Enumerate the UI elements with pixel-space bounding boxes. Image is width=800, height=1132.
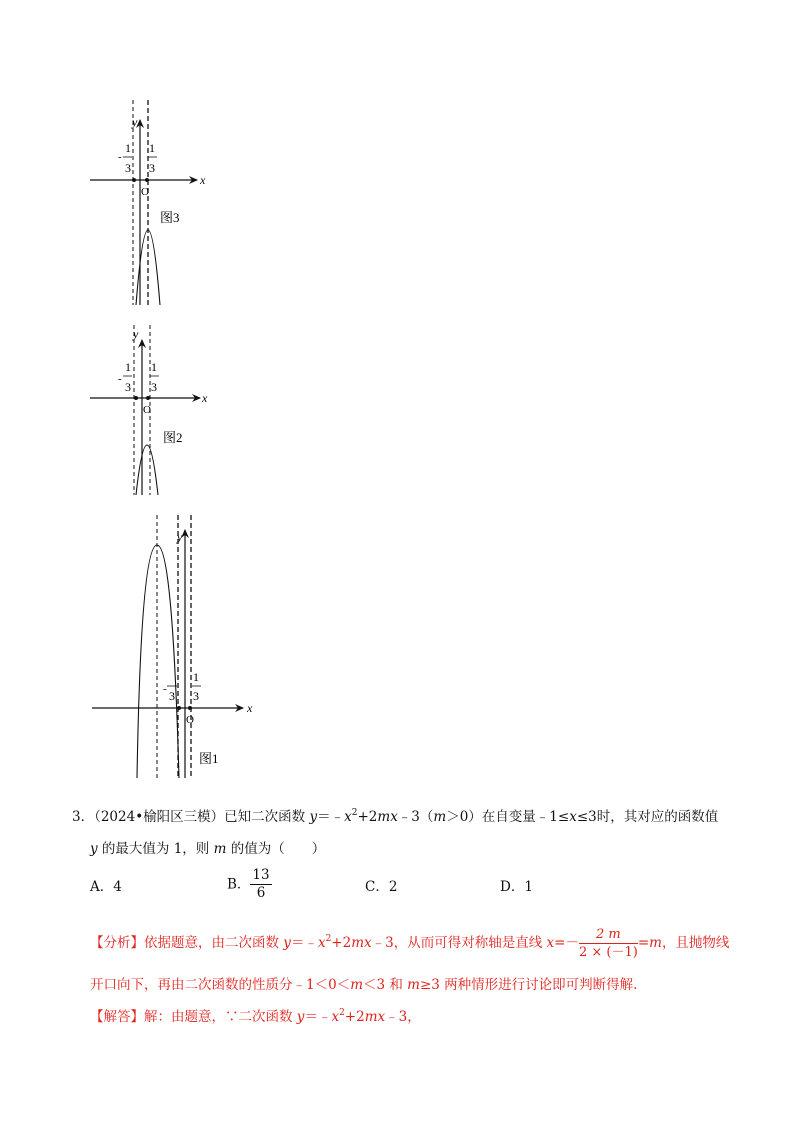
axis-y-label: y (177, 530, 183, 544)
analysis-line-2: 开口向下，再由二次函数的性质分﹣1＜0＜m＜3 和 m≥3 两种情形进行讨论即可判断得解. (90, 977, 638, 993)
axis-y-label: y (133, 327, 139, 341)
axis-x-label: x (202, 391, 208, 405)
tick-left-sign: - (118, 373, 122, 385)
parabola (137, 545, 179, 778)
figure-caption: 图1 (199, 751, 219, 766)
question-line-2: y 的最大值为 1，则 m 的值为（ ） (90, 841, 326, 857)
axis-x-label: x (200, 173, 206, 187)
tick-right-num: 1 (193, 670, 199, 684)
tick-right-den: 3 (151, 380, 157, 394)
solution-tag: 【解答】 (90, 1009, 144, 1025)
tick-left-den: 3 (169, 689, 175, 703)
figure-1-graph (92, 515, 253, 778)
figure-caption: 图3 (160, 210, 180, 225)
figure-caption: 图2 (163, 430, 183, 445)
question-line-1: 3．（2024•榆阳区三模）已知二次函数 $y=﹣x^2+2mx﹣3(m>0)$在自变量﹣1≤x≤3时，其对应的函数值 (72, 808, 719, 825)
tick-left-num: 1 (125, 360, 131, 374)
tick-left-sign: - (163, 683, 167, 695)
point-right (188, 706, 192, 710)
analysis-line-1: 【分析】依据题意，由二次函数 $y=﹣x^2+2mx﹣3$，从而可得对称轴是直线 x=－ $\frac{2 m}{2 \times (-1)}$ =m，且抛物线 (90, 927, 730, 960)
point-left (134, 396, 138, 400)
axis-x-label: x (247, 701, 253, 715)
question-source: （2024•榆阳区三模） (94, 809, 225, 825)
axis-y-label: y (132, 115, 138, 129)
point-right (146, 396, 150, 400)
question-number: 3． (72, 809, 95, 825)
parabola (136, 445, 158, 495)
option-a[interactable]: A．4 (90, 879, 122, 895)
origin-label: O (186, 714, 194, 726)
tick-left-den: 3 (125, 380, 131, 394)
axis-of-symmetry-fraction: $\frac{2 m}{2 \times (-1)}$ (578, 927, 638, 960)
figure-3-graph (90, 100, 206, 305)
option-c[interactable]: C．2 (365, 879, 398, 895)
solution-line-1: 【解答】解：由题意，∵二次函数 $y=﹣x^2+2mx﹣3$， (90, 1008, 421, 1025)
tick-right-den: 3 (149, 161, 155, 175)
option-b-fraction: $\frac{13}{6}$ (252, 867, 270, 901)
origin-label: O (143, 404, 151, 416)
tick-left-num: 1 (125, 141, 131, 155)
figure-2-graph (90, 325, 208, 495)
origin-label: O (141, 186, 149, 198)
point-left (132, 178, 136, 182)
option-d[interactable]: D．1 (500, 879, 533, 895)
tick-right-num: 1 (149, 141, 155, 155)
tick-right-den: 3 (193, 689, 199, 703)
option-b[interactable]: B． $\frac{13}{6}$ (227, 867, 270, 901)
point-left (177, 706, 181, 710)
tick-left-den: 3 (125, 161, 131, 175)
point-right (145, 178, 149, 182)
tick-left-sign: - (118, 151, 122, 163)
tick-right-num: 1 (151, 360, 157, 374)
analysis-tag: 【分析】 (90, 935, 144, 951)
